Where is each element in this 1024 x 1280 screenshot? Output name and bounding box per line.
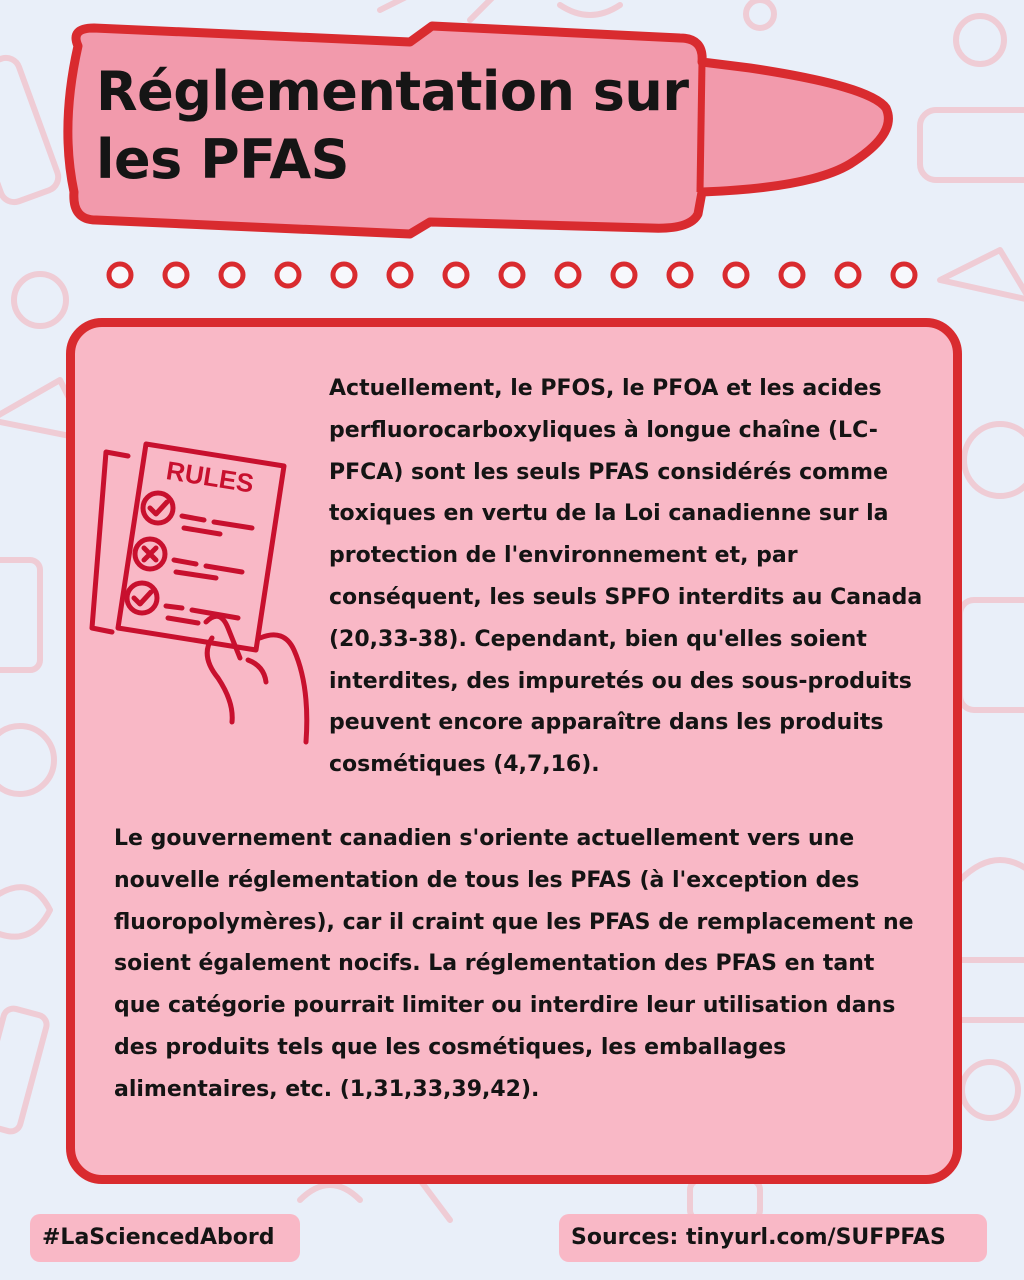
hashtag-badge: #LaSciencedAbord <box>30 1214 300 1262</box>
decorative-dots <box>104 259 924 291</box>
paragraph-current-regulation: Actuellement, le PFOS, le PFOA et les acides perfluorocarboxyliques à longue chaîne (LC-PFCA) sont les seuls PFAS considérés comme toxiques en vertu de la Loi canadienne sur la protection de l'environnement et, par conséquent, les seuls SPFO interdits au Canada (20,33-38). Cependant, bien qu'elles soient interdites, des impuretés ou des sous-produits peuvent encore apparaître dans les produits cosmétiques (4,7,16). <box>329 376 923 778</box>
sources-badge[interactable]: Sources: tinyurl.com/SUFPFAS <box>559 1214 987 1262</box>
paragraph-future-regulation: Le gouvernement canadien s'oriente actuellement vers une nouvelle réglementation de tous les PFAS (à l'exception des fluoropolymères), car il craint que les PFAS de remplacement ne soient également nocifs. La réglementation des PFAS en tant que catégorie pourrait limiter ou interdire leur utilisation dans des produits tels que les cosmétiques, les emballages alimentaires, etc. (1,31,33,39,42). <box>114 826 914 1102</box>
rules-document-icon <box>88 432 314 748</box>
page-title: Réglementation sur les PFAS <box>96 60 689 191</box>
rules-label: RULES <box>164 455 256 499</box>
